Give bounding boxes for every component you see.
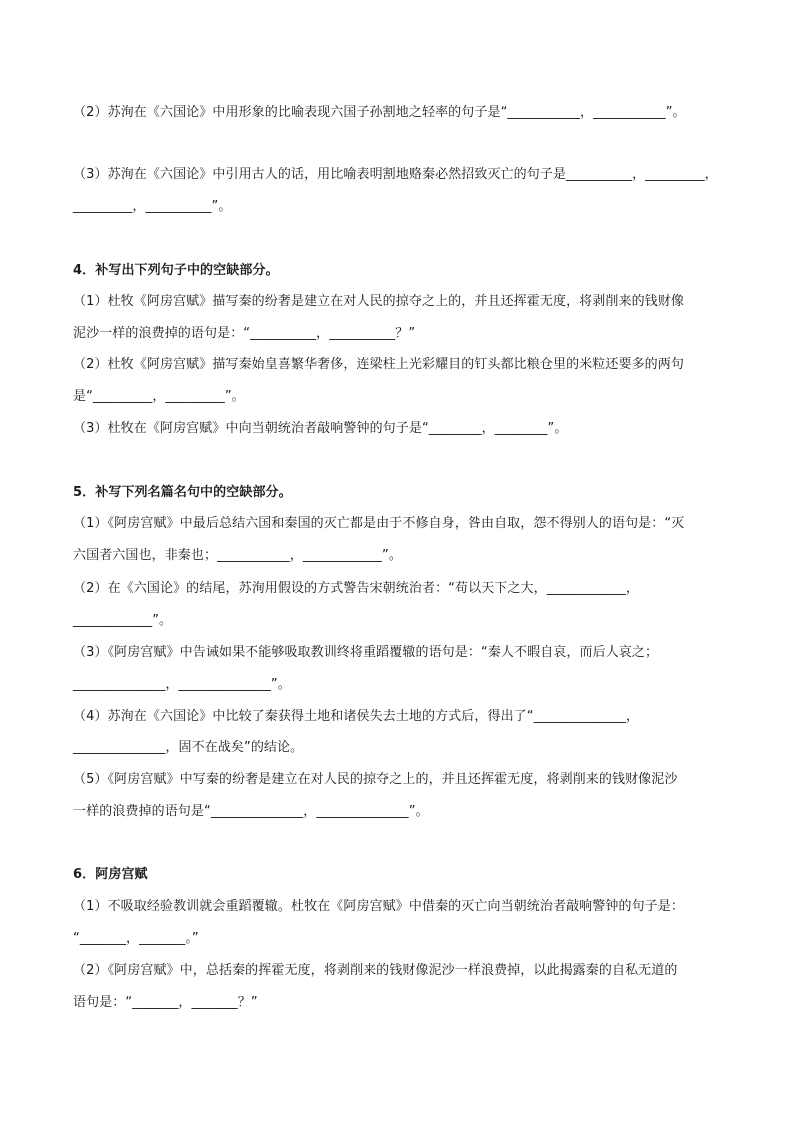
q5-item-3-text: （3）《阿房宫赋》中告诫如果不能够吸取教训终将重蹈覆辙的语句是：“秦人不暇自哀，而后人哀之；	[73, 645, 659, 660]
q4-item-1-text: （1）杜牧《阿房宫赋》描写秦的纷奢是建立在对人民的掠夺之上的，并且还挥霍无度，将剥削来的钱财像	[73, 294, 684, 309]
q5-item-1-text-cont: 六国者六国也，非秦也；___________，____________”。	[73, 548, 402, 563]
q4-item-1-text-cont: 泥沙一样的浪费掉的语句是：“__________，__________？”	[73, 326, 416, 341]
q5-item-1-text: （1）《阿房宫赋》中最后总结六国和秦国的灭亡都是由于不修自身，咎由自取，怨不得别人的语句是：“灭	[73, 516, 685, 531]
q3-item-3-text: （3）苏洵在《六国论》中引用古人的话，用比喻表明割地赂秦必然招致灭亡的句子是__________，_________，	[73, 167, 718, 182]
q3-item-2-text: （2）苏洵在《六国论》中用形象的比喻表现六国子孙割地之轻率的句子是“___________，___________”。	[73, 105, 686, 120]
q5-item-2-text: （2）在《六国论》的结尾，苏洵用假设的方式警告宋朝统治者：“苟以天下之大，____________，	[73, 581, 640, 596]
q6-item-2-text: （2）《阿房宫赋》中，总括秦的挥霍无度，将剥削来的钱财像泥沙一样浪费掉，以此揭露秦的自私无道的	[73, 963, 678, 978]
q5-item-5-text: （5）《阿房宫赋》中写秦的纷奢是建立在对人民的掠夺之上的，并且还挥霍无度，将剥削来的钱财像泥沙	[73, 772, 678, 787]
q5-item-4-text-cont: ______________，固不在战矣”的结论。	[73, 740, 304, 755]
q4-item-2-text-cont: 是“_________，_________”。	[73, 389, 245, 404]
q4-item-2-text: （2）杜牧《阿房宫赋》描写秦始皇喜繁华奢侈，连梁柱上光彩耀目的钉头都比粮仓里的米粒还要多的两句	[73, 357, 684, 372]
q5-item-3-text-cont: ______________，______________”。	[73, 677, 291, 692]
q5-item-4-text: （4）苏洵在《六国论》中比较了秦获得土地和诸侯失去土地的方式后，得出了“______________，	[73, 709, 640, 724]
q6-item-1-text: （1）不吸取经验教训就会重蹈覆辙。杜牧在《阿房宫赋》中借秦的灭亡向当朝统治者敲响警钟的句子是：	[73, 899, 684, 914]
question-6-title: 6．阿房宫赋	[73, 867, 148, 882]
question-5-title: 5．补写下列名篇名句中的空缺部分。	[73, 485, 292, 500]
q5-item-5-text-cont: 一样的浪费掉的语句是“______________，______________”。	[73, 804, 429, 819]
q5-item-2-text-cont: ____________”。	[73, 613, 173, 628]
q6-item-2-text-cont: 语句是：“_______，_______？”	[73, 995, 258, 1010]
question-4-title: 4．补写出下列句子中的空缺部分。	[73, 263, 279, 278]
q4-item-3-text: （3）杜牧在《阿房宫赋》中向当朝统治者敲响警钟的句子是“________，________”。	[73, 421, 568, 436]
q3-item-3-text-cont: _________，__________”。	[73, 199, 232, 214]
q6-item-1-text-cont: “_______，_______。”	[73, 931, 199, 946]
